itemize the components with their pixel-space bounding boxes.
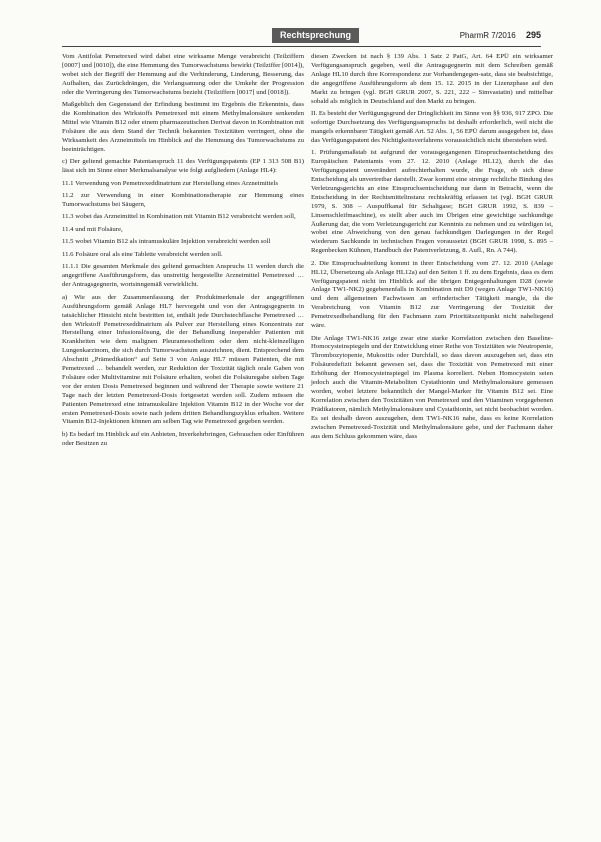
paragraph: 11.3 wobei das Arzneimittel in Kombination mit Vitamin B12 verabreicht werden soll, xyxy=(62,213,296,221)
paragraph: b) Es bedarf im Hinblick auf ein Anbieten, Inverkehrbringen, Gebrauchen oder Einführen oder Besitzen zu xyxy=(62,430,304,447)
paragraph: 11.2 zur Verwendung in einer Kombinationstherapie zur Hemmung eines Tumorwachstums bei Säugern, xyxy=(62,192,304,208)
right-column xyxy=(311,53,553,445)
paragraph: 11.1.1 Die gesamten Merkmale des geltend gemachten Anspruchs 11 werden durch die angegriffene Ausführungsform, das unstreitig hergestellte Arzneimittel Pemetrexed … der Antragsgegnerin, wortsinngemäß verwirklicht. xyxy=(62,263,304,289)
paragraph: 11.1 Verwendung von Pemetrexeddinatrium zur Herstellung eines Arzneimittels xyxy=(62,179,278,187)
paragraph: 11.5 wobei Vitamin B12 als intramuskuläre Injektion verabreicht werden soll xyxy=(62,238,271,246)
paragraph: diesen Zwecken ist nach § 139 Abs. 1 Satz 2 PatG, Art. 64 EPÜ ein wirksamer Verfügungsanspruch gegeben, weil die Antragsgegnerin mit dem Schreiben gemäß Anlage HL10 durch ihre Korrespondenz zur Vorhandengegen-satz, dass sie beabsichtige, die angegriffene Ausführungsform ab dem 15. 12. 2015 in der Lizenzphase auf den Markt zu bringen (vgl. BGH GRUR 2007, S. 221, 222 – Simvastatin) und mittelbar sobald als möglich in Deutschland auf den Markt zu bringen. xyxy=(311,53,553,105)
section-label: Rechtsprechung xyxy=(272,28,359,43)
paragraph: Die Anlage TW1-NK16 zeige zwar eine starke Korrelation zwischen den Baseline-Homocysteinspiegeln und der Entwicklung einer Reihe von Toxizitäten wie Neutropenie, Thrombozytopenie, Mukositis oder Durchfall, so dass davon auszugehen sei, dass ein Folsäuredefizit bekannt gewesen sei, dass die Toxizität von Pemetrexed mit einer Erhöhung der Homocysteinspiegel im Plasma korreliert. Neben Homocystein seien jedoch auch die Vitamin-Metaboliten Cystathionin und Methylmalonsäure gemessen worden, wobei letztere bekanntlich der Mangel-Marker für Vitamin B12 sei. Eine Korrelation zwischen den Toxizitäten von Pemetrexed und den Vitaminen vorgegebenen Prädikatoren, nämlich Methylmalonsäure und Cystathionin, sei nicht beobachtet worden. Es sei deshalb davon auszugehen, dem TW1-NK16 nahe, dass es keine Korrelation zwischen Pemetrexed-Toxizität und Methylmalonsäure gebe, und der Fachmann daher aus dem Schluss gekommen wäre, dass xyxy=(311,334,553,440)
paragraph: 1. Prüfungsmaßstab ist aufgrund der vorausgegangenen Einspruchsentscheidung des Europäischen Patentamts vom 27. 12. 2010 (Anlage HL12), durch die das Verfügungspatent unverändert aufrechterhalten wurde, die Frage, ob sich diese Entscheidung als unvertretbar darstellt. Zwar kommt eine strenge rechtliche Bindung des Verletzungsgerichts an eine Einspruchsentscheidung nur dann in Betracht, wenn die Entscheidung in der Rechtsmittelinstanz rechtskräftig erlassen ist (vgl. BGH GRUR 1979, S. 308 – Auspuffkanal für Schaltgase; BGH GRUR 1992, S. 839 – Linsenschleifmaschine), es stellt aber auch im Übrigen eine gewichtige sachkundige Äußerung dar, die vom Verletzungsgericht zur Kenntnis zu nehmen und zu würdigen ist, wobei eine Abweichung von den genau fachkundigen Darlegungen in der Regel wiederum Sachkunde in technischen Fragen voraussetzt (BGH GRUR 1998, S. 895 – Regenbecken Kühnen, Handbuch der Patentverletzung, 8. Aufl., Rn. A 744). xyxy=(311,149,553,255)
paragraph: 11.6 Folsäure oral als eine Tablette verabreicht werden soll. xyxy=(62,250,223,258)
left-column xyxy=(62,53,304,452)
paragraph: 2. Die Einspruchsabteilung kommt in ihrer Entscheidung vom 27. 12. 2010 (Anlage HL12, Übersetzung als Anlage HL12a) auf den Seiten 1 ff. zu dem Ergebnis, dass es dem Verfügungspatent nicht im Hinblick auf die übrigen Entgegenhaltungen D28 (sowie Anlage TW1-NK2) gegebenenfalls in Kombination mit D9 (wegen Anlage TW1-NK16) und dem allgemeinen Fachwissen an erfinderischer Tätigkeit mangle, da die Verabreichung von Vitamin B12 zur Verringerung der Toxizität der Pemetrexedbehandlung für den Fachmann zum Prioritätszeitpunkt nicht naheliegend wäre. xyxy=(311,259,553,330)
paragraph: Maßgeblich den Gegenstand der Erfindung bestimmt im Ergebnis die Erkenntnis, dass die Kombination des Wirkstoffs Pemetrexed mit einem Methylmalonsäure senkenden Mittel wie Vitamin B12 oder einem pharmazeutischen Derivat davon in Kombination mit Folsäure die aus dem Stand der Technik bekannten Toxizitäten verringert, ohne die Wirksamkeit des Arzneimittels im Hinblick auf die Hemmung des Tumorwachstums zu beeinträchtigen. xyxy=(62,101,304,153)
paragraph: 11.4 und mit Folsäure, xyxy=(62,225,123,233)
page-number: 295 xyxy=(525,30,541,40)
page-header xyxy=(62,30,541,47)
paragraph: a) Wie aus der Zusammenfassung der Produktmerkmale der angegriffenen Ausführungsform gemäß Anlage HL7 hervorgeht und von der Antragsgegnerin in tatsächlicher Hinsicht nicht bestritten ist, enthält jede Durchstechflasche Pemetrexed … den Wirkstoff Pemetrexeddinatrium als Pulver zur Herstellung eines Konzentrats zur Herstellung einer Infusionslösung, die der Behandlung inoperabler Patienten mit Krankheiten wie dem malignen Pleuramesotheliom oder dem nicht-kleinzelligen Lungenkarzinom, die sich durch Tumorwachstum auszeichnen, dient. Entsprechend dem Abschnitt „Prämedikation“ auf Seite 3 von Anlage HL7 müssen Patienten, die mit Pemetrexed … behandelt werden, zur Reduktion der Toxizität täglich orale Gaben von Folsäure oder Multivitamine mit Folsäure erhalten, wobei die Folsäuregabe sieben Tage vor der ersten Dosis Pemetrexed beginnen und während der Therapie sowie weitere 21 Tage nach der letzten Pemetrexed-Dosis fortgesetzt werden soll. Zudem müssen die Patienten Pemetrexed eine intramuskuläre Injektion Vitamin B12 in der Woche vor der ersten Pemetrexed-Dosis sowie nach jedem dritten Behandlungszyklus erhalten. Weitere Vitamin B12-Injektionen können am selben Tag wie Pemetrexed gegeben werden. xyxy=(62,293,304,426)
paragraph: c) Der geltend gemachte Patentanspruch 11 des Verfügungspatents (EP 1 313 508 B1) lässt sich im Sinne einer Merkmalsanalyse wie folgt aufgliedern (Anlage HL4): xyxy=(62,158,304,175)
paragraph: Vom Antifolat Pemetrexed wird dabei eine wirksame Menge verabreicht (Teilziffern [0007] und [0010]), die eine Hemmung des Tumorwachstums bewirkt (Teilziffer [0014]), wobei sich der Begriff der Hemmung auf die Verhinderung, Linderung, Besserung, das Aufhalten, das Zurückdrängen, die Verlangsamung oder die Umkehr der Progression oder die Verringerung des Tumorwachstums bezieht (Teilziffern [0017] und [0018]). xyxy=(62,53,304,96)
journal-name: PharmR 7/2016 xyxy=(459,31,516,40)
paragraph: II. Es besteht der Verfügungsgrund der Dringlichkeit im Sinne von §§ 936, 917 ZPO. Die sofortige Durchsetzung des Verfügungsanspruchs ist deshalb erforderlich, weil nicht die mangels erkennbarer Tätigkeit gemäß Art. 52 Abs. 1, 56 EPÜ darum ausgegeben ist, dass das Verfügungspatent des Nichtigkeitsverfahrens voraussichtlich nicht überstehen wird. xyxy=(311,110,553,144)
journal-info xyxy=(460,30,541,40)
